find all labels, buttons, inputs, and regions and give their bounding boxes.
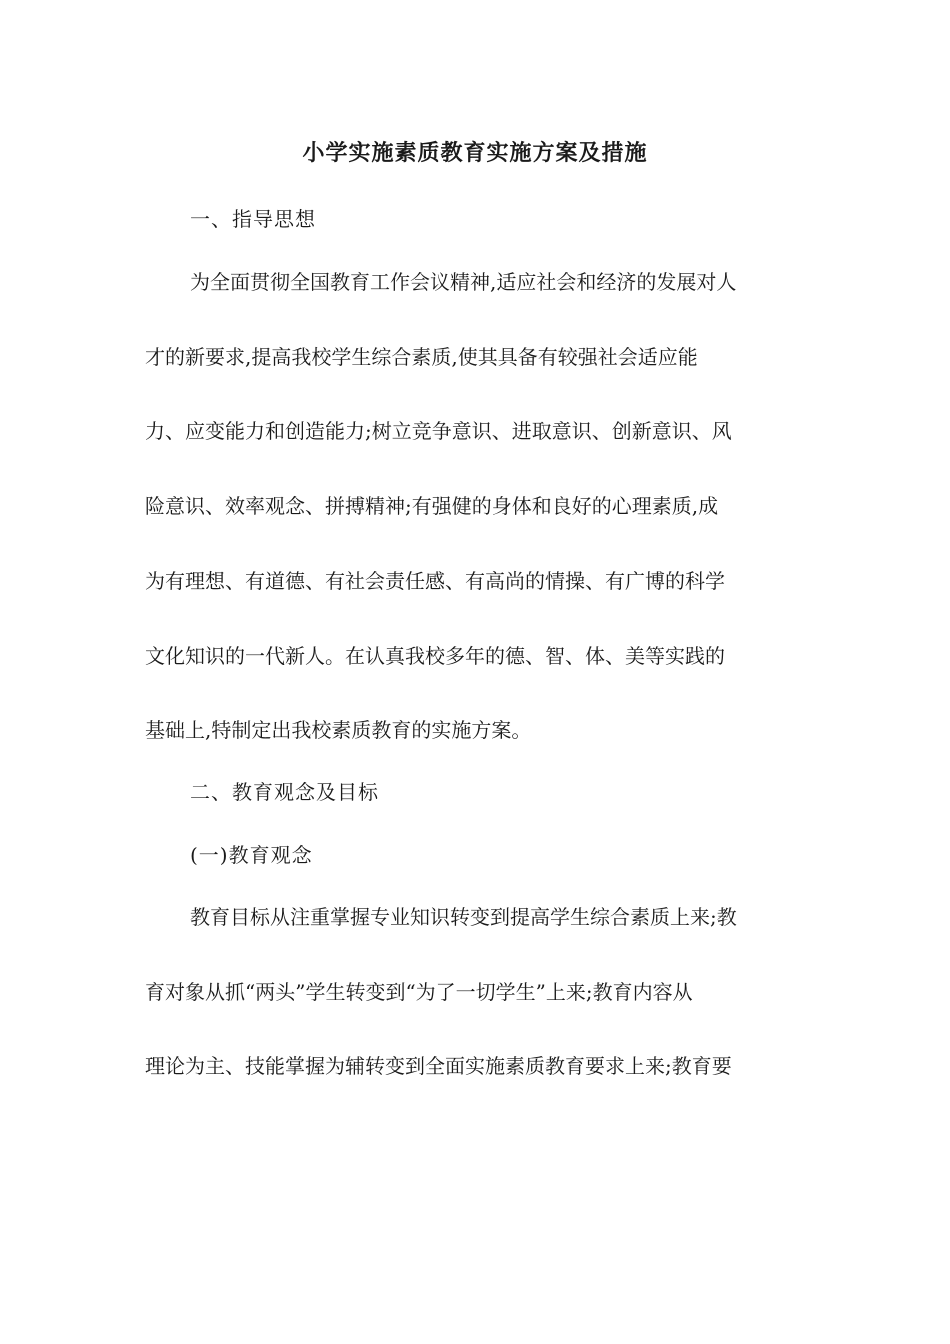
paragraph-line: 力、应变能力和创造能力;树立竞争意识、进取意识、创新意识、风: [145, 419, 732, 443]
paragraph-line: 为有理想、有道德、有社会责任感、有高尚的情操、有广博的科学: [145, 569, 725, 593]
paragraph-line: 教育目标从注重掌握专业知识转变到提高学生综合素质上来;教: [190, 905, 737, 929]
paragraph-line: 育对象从抓“两头”学生转变到“为了一切学生”上来;教育内容从: [145, 980, 693, 1004]
paragraph-line: 文化知识的一代新人。在认真我校多年的德、智、体、美等实践的: [145, 644, 725, 668]
paragraph-line: 理论为主、技能掌握为辅转变到全面实施素质教育要求上来;教育要: [145, 1054, 732, 1078]
paragraph-line: 为全面贯彻全国教育工作会议精神,适应社会和经济的发展对人: [190, 270, 737, 294]
section-heading-concepts-goals: 二、教育观念及目标: [190, 780, 379, 804]
document-title: 小学实施素质教育实施方案及措施: [302, 140, 648, 166]
subsection-heading-concepts: (一)教育观念: [190, 843, 313, 867]
paragraph-line: 险意识、效率观念、拼搏精神;有强健的身体和良好的心理素质,成: [145, 494, 719, 518]
paragraph-line: 才的新要求,提高我校学生综合素质,使其具备有较强社会适应能: [145, 345, 698, 369]
paragraph-line: 基础上,特制定出我校素质教育的实施方案。: [145, 718, 532, 742]
section-heading-guiding-ideology: 一、指导思想: [190, 207, 316, 231]
